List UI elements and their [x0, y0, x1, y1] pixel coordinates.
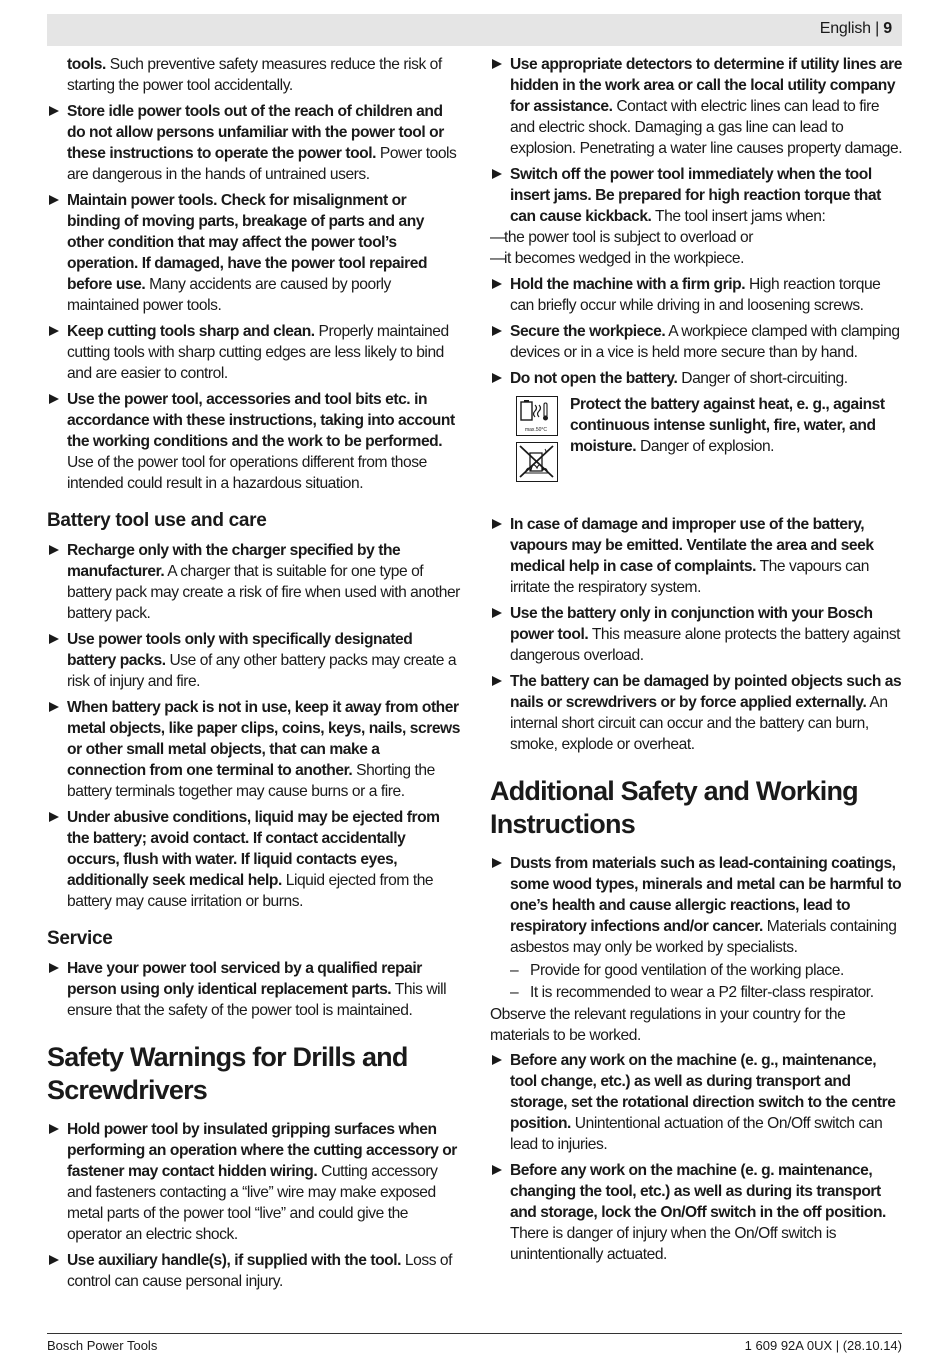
bold-text: Use the power tool, accessories and tool bits etc. in accordance with these instructions, taking into account the working conditions and the work to be performed. [67, 391, 455, 450]
bullet-triangle-icon [49, 326, 59, 336]
bullet-triangle-icon [49, 963, 59, 973]
header-language: English [819, 20, 871, 37]
bold-text: Before any work on the machine (e. g., maintenance, tool change, etc.) as well as during transport and storage, set the rotational direction switch to the centre position. [510, 1052, 896, 1132]
bullet-triangle-icon [49, 812, 59, 822]
bold-text: Store idle power tools out of the reach of children and do not allow persons unfamiliar with the power tool or these instructions to operate the power tool. [67, 103, 444, 162]
header-separator: | [870, 20, 884, 37]
footer-brand: Bosch Power Tools [47, 1338, 158, 1353]
left-column [47, 54, 461, 1297]
body-text: A charger that is suitable for one type of battery pack may create a risk of fire when used with another battery pack. [67, 563, 460, 622]
bold-text: tools. [67, 56, 106, 73]
footer-divider [47, 1333, 902, 1334]
bullet-triangle-icon [492, 1055, 502, 1065]
bullet-item [490, 164, 904, 227]
dash-mark: – [510, 962, 519, 979]
list-item [490, 982, 904, 1003]
max-temp-label: max.50°C [524, 427, 548, 433]
bold-text: Use power tools only with specifically designated battery packs. [67, 631, 413, 669]
bullet-item [490, 54, 904, 159]
dash-mark: — [490, 250, 506, 267]
bold-text: Under abusive conditions, liquid may be ejected from the battery; avoid contact. If contact accidentally occurs, flush with water. If liquid contacts eyes, additionally seek medical help. [67, 809, 440, 889]
battery-warning-block [490, 394, 904, 486]
bullet-item [47, 540, 461, 624]
bullet-triangle-icon [492, 1165, 502, 1175]
bold-text: In case of damage and improper use of the battery, vapours may be emitted. Ventilate the area and seek medical help in case of complaints. [510, 516, 874, 575]
bullet-item [47, 1250, 461, 1292]
body-text: Use of any other battery packs may create a risk of injury and fire. [67, 652, 457, 690]
body-text: Unintentional actuation of the On/Off switch can lead to injuries. [510, 1115, 883, 1153]
bold-text: Maintain power tools. Check for misalignment or binding of moving parts, breakage of parts and any other condition that may affect the power tool’s operation. If damaged, have the power tool repaired before use. [67, 192, 428, 293]
bullet-triangle-icon [49, 1124, 59, 1134]
body-text: Such preventive safety measures reduce the risk of starting the power tool accidentally. [67, 56, 442, 94]
body-text: High reaction torque can briefly occur while driving in and loosening screws. [510, 276, 881, 314]
body-text: Shorting the battery terminals together may cause burns or a fire. [67, 762, 435, 800]
bullet-triangle-icon [49, 545, 59, 555]
body-text: Materials containing asbestos may only be worked by specialists. [510, 918, 897, 956]
bullet-item [490, 671, 904, 755]
body-text: The tool insert jams when: [651, 208, 826, 225]
bullet-triangle-icon [492, 608, 502, 618]
bullet-item [490, 321, 904, 363]
dash-mark: — [490, 229, 506, 246]
bullet-item [47, 958, 461, 1021]
bullet-item [47, 389, 461, 494]
bold-text: Have your power tool serviced by a qualified repair person using only identical replacement parts. [67, 960, 422, 998]
bullet-triangle-icon [492, 858, 502, 868]
observe-paragraph: Observe the relevant regulations in your country for the materials to be worked. [490, 1006, 846, 1044]
bullet-item [47, 190, 461, 316]
body-text: Danger of explosion. [636, 438, 775, 455]
bullet-triangle-icon [492, 326, 502, 336]
bullet-item [490, 1050, 904, 1155]
bullet-item [490, 368, 904, 389]
body-text: Properly maintained cutting tools with sharp cutting edges are less likely to bind and are easier to control. [67, 323, 449, 382]
bullet-item [490, 853, 904, 958]
bold-text: Use appropriate detectors to determine if utility lines are hidden in the work area or call the local utility company for assistance. [510, 56, 902, 115]
bullet-triangle-icon [492, 169, 502, 179]
bullet-item [47, 807, 461, 912]
body-text: Many accidents are caused by poorly maintained power tools. [67, 276, 391, 314]
warning-text [570, 394, 904, 457]
body-text: Liquid ejected from the battery may cause irritation or burns. [67, 872, 434, 910]
bullet-item [47, 697, 461, 802]
footer-doc-id: 1 609 92A 0UX | (28.10.14) [744, 1338, 902, 1353]
bullet-triangle-icon [49, 1255, 59, 1265]
bold-text: Recharge only with the charger specified by the manufacturer. [67, 542, 401, 580]
body-text: This measure alone protects the battery against dangerous overload. [510, 626, 901, 664]
list-item [490, 960, 904, 981]
bullet-triangle-icon [49, 106, 59, 116]
no-fire-water-svg [517, 443, 556, 480]
dash-text: it becomes wedged in the workpiece. [504, 250, 744, 267]
list-item-text: It is recommended to wear a P2 filter-class respirator. [530, 984, 874, 1001]
body-text: A workpiece clamped with clamping devices or in a vice is held more secure than by hand. [510, 323, 900, 361]
bold-text: Keep cutting tools sharp and clean. [67, 323, 315, 340]
bold-text: Switch off the power tool immediately when the tool insert jams. Be prepared for high reaction torque that can cause kickback. [510, 166, 881, 225]
bullet-triangle-icon [492, 676, 502, 686]
bullet-triangle-icon [49, 702, 59, 712]
bold-text: Dusts from materials such as lead-containing coatings, some wood types, minerals and metal can be harmful to one’s health and cause allergic reactions, lead to respiratory infections and/or cancer. [510, 855, 902, 935]
bold-text: Do not open the battery. [510, 370, 678, 387]
section-heading-additional: Additional Safety and Working Instructions [490, 776, 858, 839]
bullet-triangle-icon [492, 279, 502, 289]
paragraph [47, 54, 461, 96]
bullet-triangle-icon [49, 634, 59, 644]
bold-text: When battery pack is not in use, keep it away from other metal objects, like paper clips, coins, keys, nails, screws or other small metal objects, that can make a connection from one terminal to another. [67, 699, 460, 779]
section-heading-service: Service [47, 928, 113, 949]
body-text: Loss of control can cause personal injury. [67, 1252, 453, 1290]
bullet-item [47, 101, 461, 185]
no-fire-water-icon [516, 442, 558, 482]
bullet-triangle-icon [492, 59, 502, 69]
body-text: An internal short circuit can occur and the battery can burn, smoke, explode or overheat. [510, 694, 888, 753]
bold-text: Hold the machine with a firm grip. [510, 276, 746, 293]
bold-text: The battery can be damaged by pointed objects such as nails or screwdrivers or by force applied externally. [510, 673, 902, 711]
bullet-item [47, 321, 461, 384]
bullet-item [490, 1160, 904, 1265]
bold-text: Hold power tool by insulated gripping surfaces when performing an operation where the cutting accessory or fastener may contact hidden wiring. [67, 1121, 457, 1180]
dash-item [490, 227, 904, 248]
bullet-item [490, 514, 904, 598]
body-text: This will ensure that the safety of the power tool is maintained. [67, 981, 447, 1019]
bullet-triangle-icon [49, 394, 59, 404]
dash-item [490, 248, 904, 269]
bullet-triangle-icon [492, 373, 502, 383]
bold-text: Before any work on the machine (e. g. maintenance, changing the tool, etc.) as well as during its transport and storage, lock the On/Off switch in the off position. [510, 1162, 886, 1221]
body-text: Danger of short-circuiting. [677, 370, 848, 387]
list-item-text: Provide for good ventilation of the working place. [530, 962, 844, 979]
section-heading-battery: Battery tool use and care [47, 510, 267, 531]
bullet-item [490, 274, 904, 316]
battery-heat-svg [517, 397, 556, 434]
warning-icons [516, 396, 560, 488]
body-text: Contact with electric lines can lead to fire and electric shock. Damaging a gas line can lead to explosion. Penetrating a water line causes property damage. [510, 98, 903, 157]
body-text: The vapours can irritate the respiratory system. [510, 558, 869, 596]
bullet-item [47, 1119, 461, 1245]
dash-text: the power tool is subject to overload or [504, 229, 753, 246]
section-heading-drills: Safety Warnings for Drills and Screwdrivers [47, 1042, 408, 1105]
right-column [490, 54, 904, 1270]
body-text: There is danger of injury when the On/Off switch is unintentionally actuated. [510, 1225, 837, 1263]
bullet-item [47, 629, 461, 692]
battery-heat-icon [516, 396, 558, 436]
body-text: Cutting accessory and fasteners contacting a “live” wire may make exposed metal parts of the power tool “live” and could give the operator an electric shock. [67, 1163, 438, 1243]
header-text [820, 20, 892, 38]
bullet-triangle-icon [49, 195, 59, 205]
bold-text: Secure the workpiece. [510, 323, 666, 340]
page-number: 9 [883, 20, 892, 37]
bold-text: Use the battery only in conjunction with your Bosch power tool. [510, 605, 873, 643]
bullet-triangle-icon [492, 519, 502, 529]
bullet-item [490, 603, 904, 666]
bold-text: Use auxiliary handle(s), if supplied with the tool. [67, 1252, 402, 1269]
body-text: Power tools are dangerous in the hands of untrained users. [67, 145, 457, 183]
dash-mark: – [510, 984, 519, 1001]
bold-text: Protect the battery against heat, e. g., against continuous intense sunlight, fire, water, and moisture. [570, 396, 885, 455]
page-header [47, 14, 902, 46]
body-text: Use of the power tool for operations different from those intended could result in a hazardous situation. [67, 454, 427, 492]
